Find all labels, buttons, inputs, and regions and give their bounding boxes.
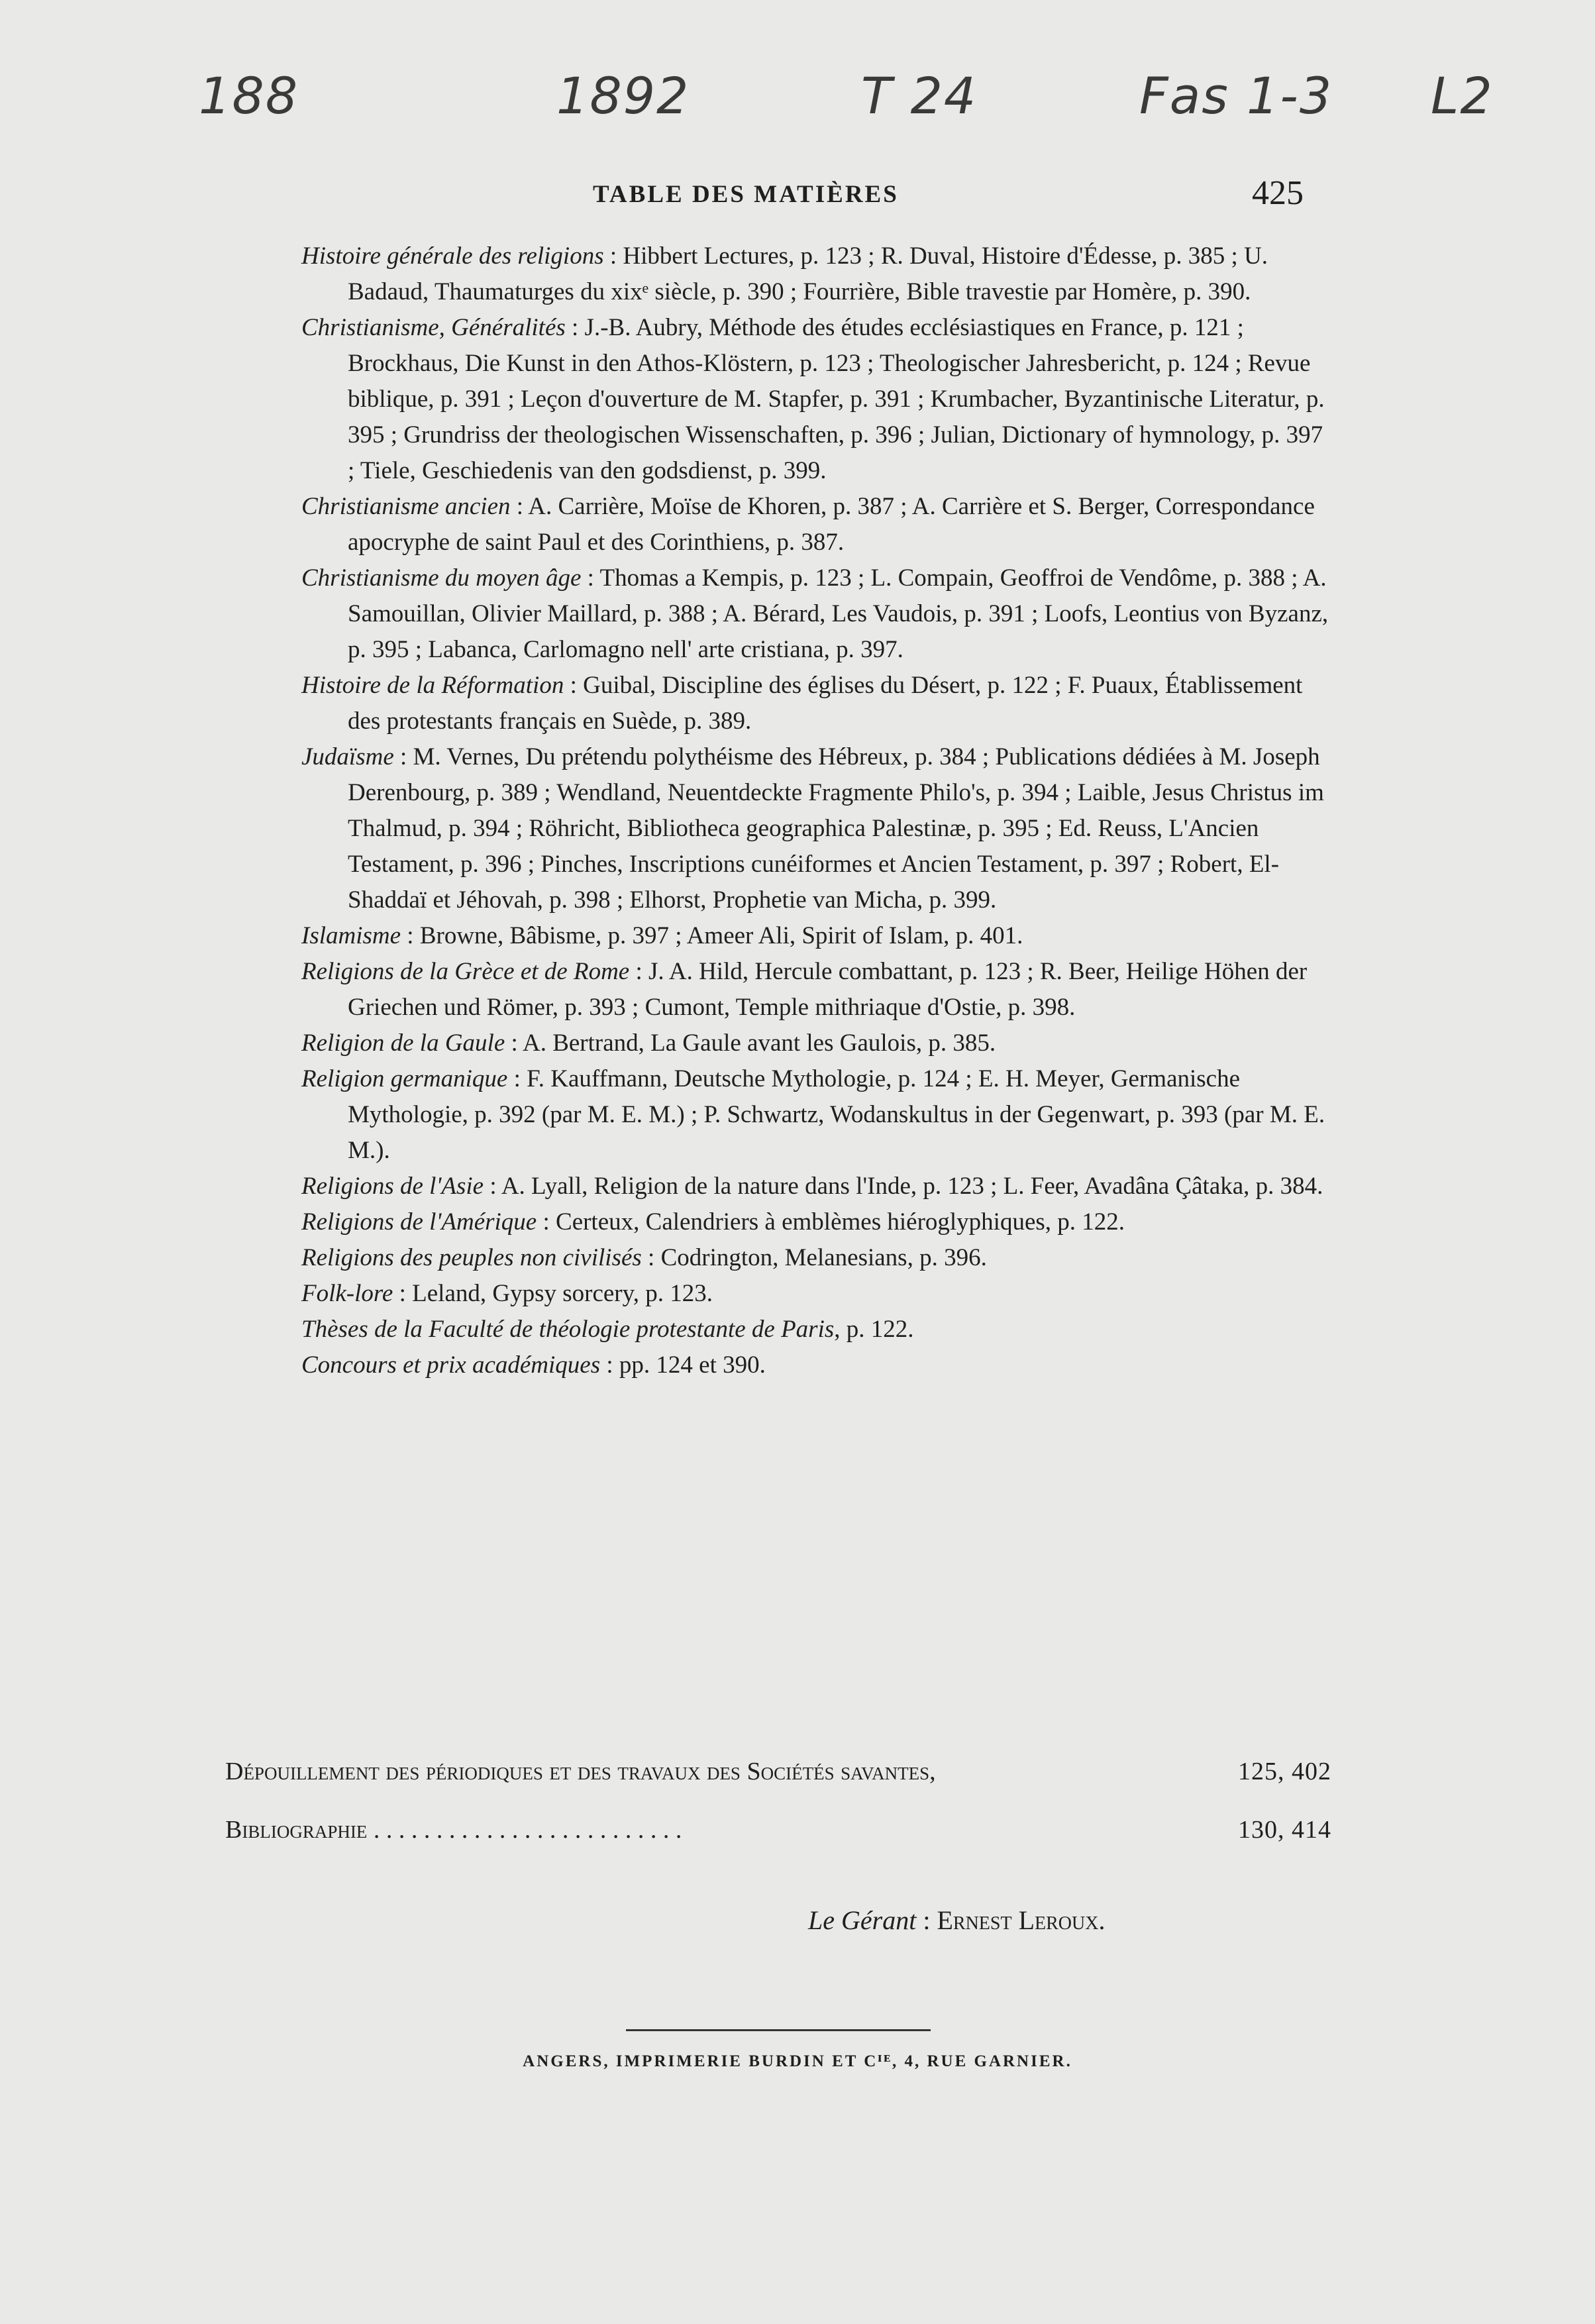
toc-entry <box>301 739 1335 918</box>
entry-text: : Thomas a Kempis, p. 123 ; L. Compain, Geoffroi de Vendôme, p. 388 ; A. Samouillan, Olivier Maillard, p. 388 ; A. Bérard, Les Vaudois, p. 391 ; Loofs, Leontius von Byzanz, p. 395 ; Labanca, Carlomagno nell' arte cristiana, p. 397. <box>348 564 1329 663</box>
section-bibliographie <box>225 1815 1331 1855</box>
footer-rule <box>626 2029 931 2031</box>
handwritten-note-1: 188 <box>199 66 299 125</box>
entry-text: : F. Kauffmann, Deutsche Mythologie, p. 124 ; E. H. Meyer, Germanische Mythologie, p. 392 (par M. E. M.) ; P. Schwartz, Wodanskultus in der Gegenwart, p. 393 (par M. E. M.). <box>348 1065 1325 1164</box>
entry-text: : J. A. Hild, Hercule combattant, p. 123 ; R. Beer, Heilige Höhen der Griechen und Römer, p. 393 ; Cumont, Temple mithriaque d'Ostie, p. 398. <box>348 958 1308 1021</box>
entry-text: : Leland, Gypsy sorcery, p. 123. <box>393 1280 713 1307</box>
toc-entry <box>301 1347 1335 1383</box>
toc-entry <box>301 238 1335 310</box>
entry-text: : M. Vernes, Du prétendu polythéisme des Hébreux, p. 384 ; Publications dédiées à M. Joseph Derenbourg, p. 389 ; Wendland, Neuentdeckte Fragmente Philo's, p. 394 ; Laible, Jesus Christus im Thalmud, p. 394 ; Röhricht, Bibliotheca geographica Palestinæ, p. 395 ; Ed. Reuss, L'Ancien Testament, p. 396 ; Pinches, Inscriptions cunéiformes et Ancien Testament, p. 397 ; Robert, El-Shaddaï et Jéhovah, p. 398 ; Elhorst, Prophetie van Micha, p. 399. <box>348 743 1324 914</box>
entry-text: : Certeux, Calendriers à emblèmes hiéroglyphiques, p. 122. <box>537 1208 1125 1236</box>
gerant-label: Le Gérant <box>808 1905 917 1935</box>
section-label: Dépouillement des périodiques et des travaux des Sociétés savantes, <box>225 1758 936 1785</box>
entry-subject: Histoire générale des religions <box>301 242 604 270</box>
toc-entry <box>301 1204 1335 1240</box>
entry-text: , p. 122. <box>834 1316 914 1343</box>
entry-subject: Religions des peuples non civilisés <box>301 1244 642 1271</box>
entry-text: : Codrington, Melanesians, p. 396. <box>641 1244 987 1271</box>
entry-text: : Guibal, Discipline des églises du Désert, p. 122 ; F. Puaux, Établissement des protestants français en Suède, p. 389. <box>348 672 1303 735</box>
entry-text: : Hibbert Lectures, p. 123 ; R. Duval, Histoire d'Édesse, p. 385 ; U. Badaud, Thaumaturges du xixᵉ siècle, p. 390 ; Fourrière, Bible travestie par Homère, p. 390. <box>348 242 1268 305</box>
toc-entry <box>301 668 1335 739</box>
entry-subject: Religions de l'Asie <box>301 1173 484 1200</box>
entry-subject: Folk-lore <box>301 1280 393 1307</box>
entry-text: : A. Lyall, Religion de la nature dans l'Inde, p. 123 ; L. Feer, Avadâna Çâtaka, p. 384. <box>484 1173 1323 1200</box>
entry-subject: Christianisme ancien <box>301 493 511 520</box>
section-pages: 125, 402 <box>1238 1758 1331 1785</box>
entry-text: : A. Carrière, Moïse de Khoren, p. 387 ; A. Carrière et S. Berger, Correspondance apocryphe de saint Paul et des Corinthiens, p. 387. <box>348 493 1315 556</box>
entry-subject: Judaïsme <box>301 743 394 770</box>
entry-subject: Religions de la Grèce et de Rome <box>301 958 630 985</box>
entry-subject: Religion germanique <box>301 1065 508 1092</box>
handwritten-note-4: Fas 1-3 <box>1139 66 1333 125</box>
running-head <box>0 174 1595 213</box>
toc-entry <box>301 1240 1335 1276</box>
entry-subject: Concours et prix académiques <box>301 1351 601 1379</box>
toc-entry <box>301 918 1335 954</box>
entry-subject: Histoire de la Réformation <box>301 672 564 699</box>
handwritten-note-3: T 24 <box>861 66 978 125</box>
gerant-name: Ernest Leroux. <box>937 1905 1106 1935</box>
toc-entry <box>301 489 1335 560</box>
entry-subject: Religions de l'Amérique <box>301 1208 537 1236</box>
entry-subject: Christianisme du moyen âge <box>301 564 582 592</box>
handwritten-note-2: 1892 <box>556 66 690 125</box>
printer-imprint: ANGERS, IMPRIMERIE BURDIN ET Cᴵᴱ, 4, RUE GARNIER. <box>523 2052 1072 2070</box>
section-depouillement <box>225 1757 1331 1797</box>
toc-entry <box>301 1026 1335 1061</box>
toc-entry <box>301 1312 1335 1347</box>
entry-text: : A. Bertrand, La Gaule avant les Gaulois, p. 385. <box>505 1030 996 1057</box>
section-label: Bibliographie . . . . . . . . . . . . . . . . . . . . . . . . . <box>225 1816 682 1844</box>
toc-entry <box>301 954 1335 1026</box>
handwritten-note-5: L2 <box>1431 66 1494 125</box>
toc-entry <box>301 1061 1335 1169</box>
running-head-title: TABLE DES MATIÈRES <box>593 181 899 208</box>
gerant-line <box>808 1905 1105 1936</box>
entry-text: : pp. 124 et 390. <box>600 1351 766 1379</box>
toc-entry <box>301 310 1335 489</box>
entry-text: : J.-B. Aubry, Méthode des études ecclésiastiques en France, p. 121 ; Brockhaus, Die Kunst in den Athos-Klöstern, p. 123 ; Theologischer Jahresbericht, p. 124 ; Revue biblique, p. 391 ; Leçon d'ouverture de M. Stapfer, p. 391 ; Krumbacher, Byzantinische Literatur, p. 395 ; Grundriss der theologischen Wissenschaften, p. 396 ; Julian, Dictionary of hymnology, p. 397 ; Tiele, Geschiedenis van den godsdienst, p. 399. <box>348 314 1325 484</box>
entry-subject: Religion de la Gaule <box>301 1030 505 1057</box>
gerant-separator: : <box>916 1905 937 1935</box>
section-pages: 130, 414 <box>1238 1816 1331 1844</box>
entry-subject: Christianisme, Généralités <box>301 314 566 341</box>
toc-entries <box>301 238 1335 1383</box>
toc-entry <box>301 560 1335 668</box>
entry-subject: Thèses de la Faculté de théologie protestante de Paris <box>301 1316 835 1343</box>
entry-subject: Islamisme <box>301 922 401 949</box>
toc-entry <box>301 1169 1335 1204</box>
entry-text: : Browne, Bâbisme, p. 397 ; Ameer Ali, Spirit of Islam, p. 401. <box>401 922 1023 949</box>
page-number: 425 <box>1252 174 1304 212</box>
toc-entry <box>301 1276 1335 1312</box>
